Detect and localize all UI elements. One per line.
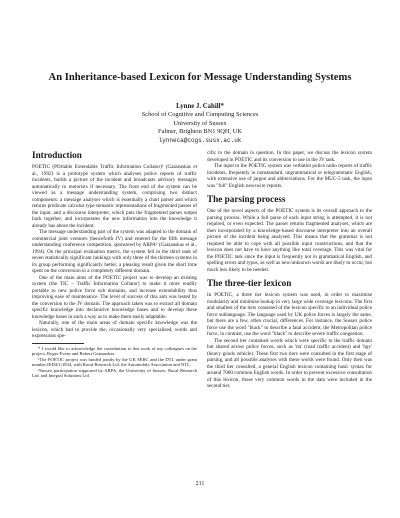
section-heading-parsing-process: The parsing process [207,194,286,204]
footnote-rule [32,343,84,344]
footnote: * I would like to acknowledge the contribution to this work of my colleagues on the project, Roger Evans and Robert Gaizauskas. [32,345,197,357]
paragraph: One of the main aims of the POETIC project was to develop an existing system (the TIC – Traffic Information Collator) to make it more readily portable to new police force sub domains, and increase extendability thus improving ease of maintenance. The level of success of this aim was tested by the conversion to the JV domain. The approach taken was to extract all domain specific knowledge into declarative knowledge bases and to develop these knowledge bases in such a way as to make them easily adaptable. [32,274,197,320]
paragraph: The message understanding part of the system was adapted to the domain of commercial joint ventures (henceforth JV) and entered for the fifth message understanding conference competition, sponsored by ARPA² (Gaizauskas et al., 1994). On the principal evaluation metric, the system fell in the third rank of seven statistically significant rankings with only three of the thirteen systems in its group performing significantly better, a pleasing result given the short time spent on the conversion to a completely different domain. [32,229,197,274]
author-affiliation: School of Cognitive and Computing Sciences [141,111,259,119]
page-number: 211 [195,481,205,487]
left-column [32,150,197,379]
right-column [207,150,372,390]
section-heading-introduction: Introduction [32,150,82,160]
footnote: ¹The POETIC project was funded jointly by the UK SERC and the DTI, under grant number IED4/1/1834, with Racal Research Ltd, the Automobile Association and NTL. [32,356,197,368]
author-name: Lynne J. Cahill* [176,103,224,110]
author-university: University of Sussex [173,119,227,127]
paragraph: In POETIC, a three tier lexicon system was used, in order to maximise modularity and minimise lookup in very large wide coverage lexicons. The first and smallest of the tiers consisted of the lexicon specific to an individual police force sublanguage. The language used by UK police forces is largely the same, but there are a few, often crucial, differences. For instance, the Sussex police force use the word "black" to describe a fatal accident; the Metropolitan police force, in contrast, use the word "black" to describe severe traffic congestion. [207,292,372,337]
paragraph: The input to the POETIC system was verbatim police radio reports of traffic incidents, frequently in nonstandard, ungrammatical or telegrammatic English, with extensive use of jargon and abbreviations. For the MUC-5 task, the input was "full" English newswire reports. [207,163,372,189]
paragraph: cific to the domain in question. In this paper, we discuss the lexicon system developed in POETIC and its conversion to use in the JV task. [207,150,372,163]
author-email: lynneca@cogs.susx.ac.uk [158,136,242,144]
footnote: ²Sussex participation supported by ARPA, the University of Sussex, Racal Research Ltd. and Integral Solutions Ltd. [32,367,197,379]
paragraph: The second tier contained words which were specific to the traffic domain but shared across police forces, such as 'rta' (road traffic accident) and 'hgv' (heavy goods vehicle). These first two tiers were consulted in the first stage of parsing, and all possible analyses with these words were found. Only then was the third tier consulted, a general English lexicon containing basic syntax for around 7000 common English words. In order to prevent excessive consultation of this lexicon, those very common words in the data were included in the second tier. [207,337,372,389]
author-block [40,103,360,145]
section-heading-three-tier-lexicon: The three-tier lexicon [207,278,292,288]
paragraph: Naturally, one of the main areas of domain specific knowledge was the lexicon, which had to provide the, occasionally very specialised, words and expressions spe- [32,320,197,339]
paragraph: POETIC (POrtable Extendable Traffic Information Collator)¹ (Gaizauskas et al., 1992) is a prototype system which analyses police reports of traffic incidents, builds a picture of the incident and broadcasts advisory messages automatically to motorists if necessary. The front end of the system can be viewed as a message understanding system, comprising two distinct components: a message analyser which is essentially a chart parser and which returns predicate calculus type semantic representations of fragmented passes of the input, and a discourse interpreter, which puts the fragmented parses output back together, and incorporates the new information into the knowledge it already has about the incident. [32,164,197,229]
author-address: Falmer, Brighton BN1 9QH, UK [158,128,242,136]
paragraph: One of the novel aspects of the POETIC system is its overall approach to the parsing process. While a full parse of each input string is attempted, it is not required, or even expected. The parser returns fragmented analyses, which are then incorporated by a knowledge-based discourse interpreter into an overall picture of the incident being analysed. This means that the grammar is not required be able to cope with all possible input constructions, and that the lexicon does not have to have anything like total coverage. This was vital for the POETIC task since the input is frequently not in grammatical English, and spelling errors and typos, as well as new/unknown words are likely to occur, but much less likely to be needed. [207,208,372,273]
paper-title: An Inheritance-based Lexicon for Message Understanding Systems [48,72,352,83]
